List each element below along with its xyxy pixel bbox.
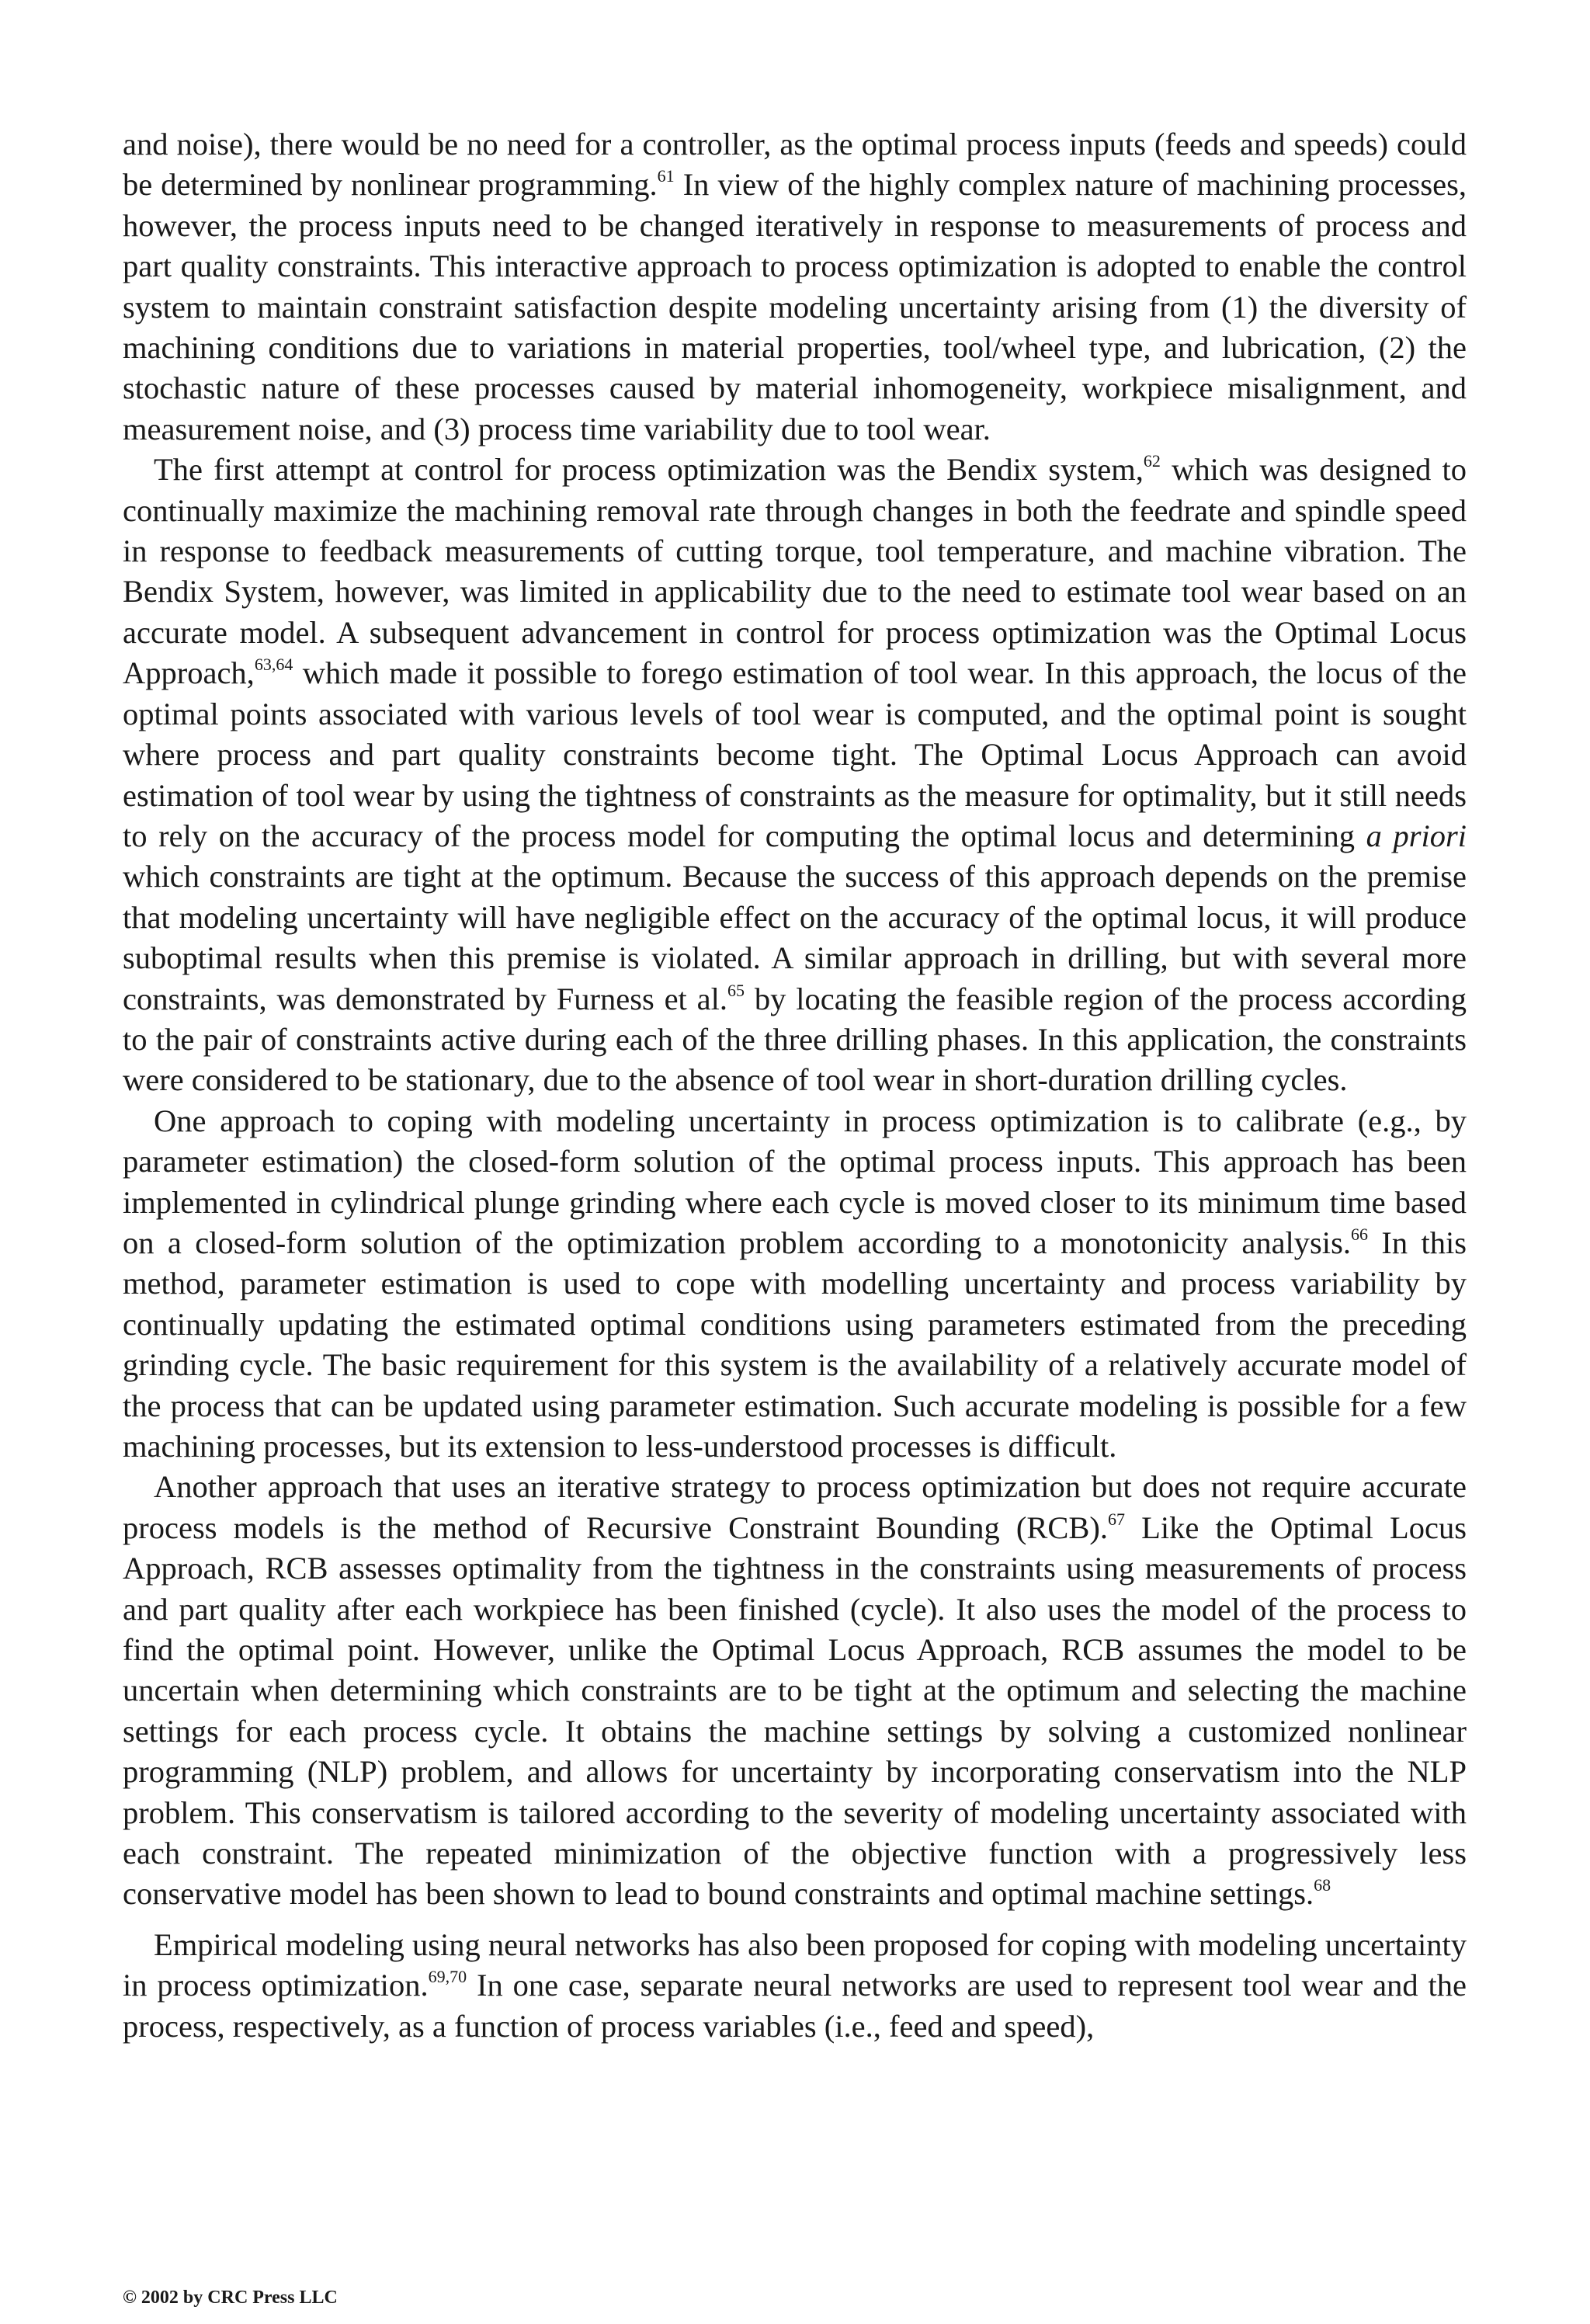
paragraph-text: In this method, parameter estimation is used to cope with modelling uncertainty and process variability by continually updating the estimated optimal conditions using parameters estimated from the preceding grinding cycle. The basic requirement for this system is the availability of a relatively accurate model of the process that can be updated using parameter estimation. Such accurate modeling is possible for a few machining processes, but its extension to less-understood processes is difficult.	[123, 1225, 1467, 1464]
paragraph-text: by locating the feasible region of the process according to the pair of constraints active during each of the three drilling phases. In this application, the constraints were considered to be stationary, due to the absence of tool wear in short-duration drilling cycles.	[123, 981, 1467, 1098]
paragraph-text: In one case, separate neural networks are used to represent tool wear and the process, respectively, as a function of process variables (i.e., feed and speed),	[123, 1968, 1467, 2044]
reference-superscript: 61	[657, 166, 675, 186]
reference-superscript: 66	[1350, 1224, 1368, 1244]
paragraph-text: The first attempt at control for process optimization was the Bendix system,	[154, 452, 1144, 488]
reference-superscript: 68	[1314, 1875, 1331, 1895]
paragraph-text: One approach to coping with modeling uncertainty in process optimization is to calibrate (e.g., by parameter estimation) the closed-form solution of the optimal process inputs. This approach has been implemented in cylindrical plunge grinding where each cycle is moved closer to its minimum time based on a closed-form solution of the optimization problem according to a monotonicity analysis.	[123, 1103, 1467, 1260]
paragraph-text: In view of the highly complex nature of machining processes, however, the process inputs need to be changed iteratively in response to measurements of process and part quality constraints. This interactive approach to process optimization is adopted to enable the control system to maintain constraint satisfaction despite modeling uncertainty arising from (1) the diversity of machining conditions due to variations in material properties, tool/wheel type, and lubrication, (2) the stochastic nature of these processes caused by material inhomogeneity, workpiece misalignment, and measurement noise, and (3) process time variability due to tool wear.	[123, 167, 1467, 446]
paragraph-text: Another approach that uses an iterative strategy to process optimization but does not require accurate process models is the method of Recursive Constraint Bounding (RCB).	[123, 1469, 1467, 1545]
paragraph-text: which was designed to continually maximize the machining removal rate through changes in both the feedrate and spindle speed in response to feedback measurements of cutting torque, tool temperature, and machine vibration. The Bendix System, however, was limited in applicability due to the need to estimate tool wear based on an accurate model. A subsequent advancement in control for process optimization was the Optimal Locus Approach,	[123, 452, 1467, 691]
paragraph-text: which constraints are tight at the optimum. Because the success of this approach depends on the premise that modeling uncertainty will have negligible effect on the accuracy of the optimal locus, it will produce suboptimal results when this premise is violated. A similar approach in drilling, but with several more constraints, was demonstrated by Furness et al.	[123, 859, 1467, 1016]
copyright-footer: © 2002 by CRC Press LLC	[123, 2288, 338, 2308]
paragraph-5	[123, 1925, 1467, 2047]
page-body	[123, 124, 1467, 2047]
paragraph-3	[123, 1101, 1467, 1468]
paragraph-4	[123, 1467, 1467, 1914]
reference-superscript: 69,70	[428, 1967, 467, 1987]
reference-superscript: 65	[727, 980, 745, 1000]
paragraph-2	[123, 450, 1467, 1101]
paragraph-text: Empirical modeling using neural networks has also been proposed for coping with modeling uncertainty in process optimization.	[123, 1926, 1467, 2003]
paragraph-text: which made it possible to forego estimation of tool wear. In this approach, the locus of the optimal points associated with various levels of tool wear is computed, and the optimal point is sought where process and part quality constraints become tight. The Optimal Locus Approach can avoid estimation of tool wear by using the tightness of constraints as the measure for optimality, but it still needs to rely on the accuracy of the process model for computing the optimal locus and determining	[123, 655, 1467, 853]
reference-superscript: 63,64	[254, 655, 293, 675]
italic-term: a priori	[1366, 818, 1467, 853]
paragraph-1	[123, 124, 1467, 450]
reference-superscript: 62	[1143, 451, 1161, 471]
reference-superscript: 67	[1108, 1509, 1126, 1529]
paragraph-text: and noise), there would be no need for a controller, as the optimal process inputs (feeds and speeds) could be determined by nonlinear programming.	[123, 127, 1467, 203]
paragraph-text: Like the Optimal Locus Approach, RCB assesses optimality from the tightness in the constraints using measurements of process and part quality after each workpiece has been finished (cycle). It also uses the model of the process to find the optimal point. However, unlike the Optimal Locus Approach, RCB assumes the model to be uncertain when determining which constraints are to be tight at the optimum and selecting the machine settings for each process cycle. It obtains the machine settings by solving a customized nonlinear programming (NLP) problem, and allows for uncertainty by incorporating conservatism into the NLP problem. This conservatism is tailored according to the severity of modeling uncertainty associated with each constraint. The repeated minimization of the objective function with a progressively less conservative model has been shown to lead to bound constraints and optimal machine settings.	[123, 1509, 1467, 1912]
